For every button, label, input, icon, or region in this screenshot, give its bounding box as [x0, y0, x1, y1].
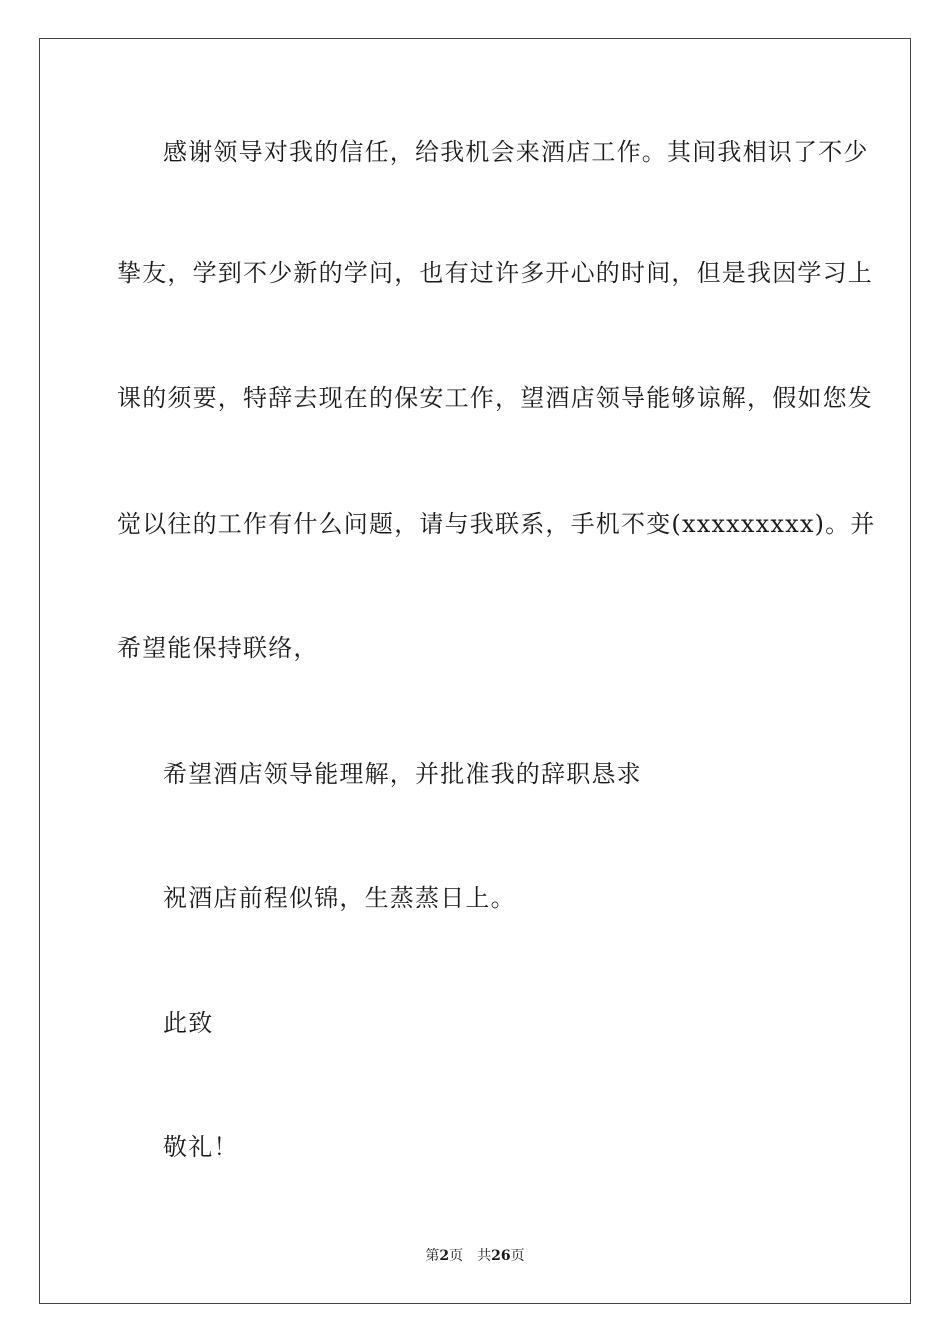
closing-salutation: 此致: [163, 1009, 214, 1037]
body-line-3: 课的须要，特辞去现在的保安工作，望酒店领导能够谅解，假如您发: [117, 384, 873, 412]
page-prefix: 第: [425, 1248, 440, 1264]
total-pages: 26: [491, 1248, 511, 1264]
total-suffix: 页: [510, 1248, 525, 1264]
page-number: 2: [439, 1248, 450, 1264]
body-line-2: 挚友，学到不少新的学问，也有过许多开心的时间，但是我因学习上: [117, 259, 873, 287]
page-border: [39, 38, 911, 1304]
body-line-4: 觉以往的工作有什么问题，请与我联系，手机不变(xxxxxxxxx)。并: [117, 510, 876, 538]
total-prefix: 共: [477, 1248, 492, 1264]
body-line-1: 感谢领导对我的信任，给我机会来酒店工作。其间我相识了不少: [163, 138, 869, 166]
closing-regards: 敬礼！: [163, 1133, 239, 1161]
page-footer: [0, 1246, 950, 1266]
wishes-paragraph: 祝酒店前程似锦，生蒸蒸日上。: [163, 884, 516, 912]
body-line-5: 希望能保持联络，: [117, 634, 319, 662]
request-paragraph: 希望酒店领导能理解，并批准我的辞职恳求: [163, 760, 642, 788]
page-suffix: 页: [449, 1248, 464, 1264]
